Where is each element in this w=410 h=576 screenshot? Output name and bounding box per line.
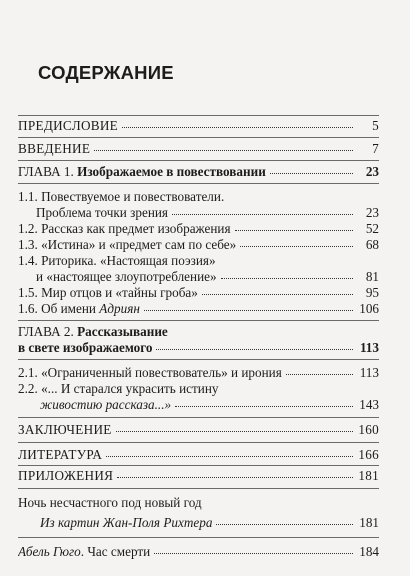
page-number: 95 [365,285,379,300]
divider [18,183,379,184]
divider [18,160,379,161]
leader-dots [221,277,353,279]
leader-dots [116,430,353,432]
toc-entry-label: Ночь несчастного под новый год [18,495,202,510]
leader-dots [117,476,353,478]
toc-entry-appendix-1[interactable] [18,495,379,531]
leader-dots [240,245,353,247]
divider [18,442,379,443]
toc-entry-appendix-2[interactable] [18,544,379,560]
leader-dots [270,172,353,174]
divider [18,359,379,360]
toc-entry-conclusion[interactable] [18,422,379,438]
page-number: 52 [365,221,379,236]
toc-entry-label: 2.1. «Ограниченный повествователь» и ирония [18,365,282,380]
toc-entry-1-3[interactable] [18,237,379,253]
toc-entry-label: 1.4. Риторика. «Настоящая поэзия» [18,253,216,268]
toc-entry-1-2[interactable] [18,221,379,237]
toc-heading: СОДЕРЖАНИЕ [38,62,174,83]
leader-dots [156,348,353,350]
toc-entry-label: Проблема точки зрения [36,205,169,220]
toc-entry-label: и «настоящее злоупотребление» [36,269,217,284]
chapter-title: Рассказывание [77,324,168,339]
toc-entry-chapter-2[interactable] [18,324,379,356]
toc-entry-label-italic: Адриян [99,301,140,316]
toc-entry-2-2[interactable] [18,381,379,413]
leader-dots [202,293,353,295]
page-number: 106 [359,301,379,316]
leader-dots [144,309,353,311]
leader-dots [154,552,353,554]
toc-entry-label: ПРИЛОЖЕНИЯ [18,468,114,483]
toc-entry-label: 2.2. «... И старался украсить истину [18,381,219,396]
page-number: 166 [358,447,379,462]
divider [18,115,379,116]
toc-entry-label: . Час смерти [80,544,151,559]
page-number: 7 [372,141,379,156]
page-number: 184 [359,544,379,559]
chapter-prefix: ГЛАВА 1. [18,164,74,179]
toc-entry-label: 1.1. Повествуемое и повествователи. [18,189,225,204]
leader-dots [216,523,353,525]
toc-entry-1-1[interactable] [18,189,379,221]
toc-entry-appendix[interactable] [18,468,379,484]
page-number: 160 [358,422,379,437]
leader-dots [94,149,353,151]
leader-dots [235,229,353,231]
toc-entry-label: 1.3. «Истина» и «предмет сам по себе» [18,237,237,252]
toc-entry-label: живостию рассказа...» [40,397,172,412]
divider [18,488,379,489]
toc-entry-label-italic: Абель Гюго [18,544,81,559]
chapter-title: Изображаемое в повествовании [77,164,266,179]
page-number: 143 [359,397,379,412]
page-number: 113 [359,365,379,380]
divider [18,465,379,466]
toc-entry-1-4[interactable] [18,253,379,285]
chapter-prefix: ГЛАВА 2. [18,324,74,339]
divider [18,320,379,321]
page-number: 23 [365,205,379,220]
leader-dots [106,455,353,457]
toc-entry-label: ЗАКЛЮЧЕНИЕ [18,422,112,437]
leader-dots [172,213,353,215]
page-number: 23 [365,164,379,179]
toc-entry-1-6[interactable] [18,301,379,317]
toc-entry-literature[interactable] [18,447,379,463]
page-number: 81 [365,269,379,284]
toc-list [18,115,379,560]
toc-entry-label: 1.6. Об имени [18,301,100,316]
toc-entry-preface[interactable] [18,118,379,134]
page-number: 181 [358,468,379,483]
page-number: 113 [359,340,379,355]
toc-entry-chapter-1[interactable] [18,164,379,180]
toc-entry-2-1[interactable] [18,365,379,381]
leader-dots [286,373,353,375]
divider [18,537,379,538]
toc-entry-label: 1.5. Мир отцов и «тайны гроба» [18,285,198,300]
toc-entry-label: ЛИТЕРАТУРА [18,447,103,462]
toc-entry-1-5[interactable] [18,285,379,301]
chapter-title: в свете изображаемого [18,340,153,355]
divider [18,137,379,138]
leader-dots [175,405,353,407]
divider [18,417,379,418]
toc-entry-label: 1.2. Рассказ как предмет изображения [18,221,231,236]
page-number: 68 [365,237,379,252]
toc-entry-intro[interactable] [18,141,379,157]
page-number: 5 [372,118,379,133]
toc-entry-label: ПРЕДИСЛОВИЕ [18,118,119,133]
toc-entry-label: ВВЕДЕНИЕ [18,141,91,156]
toc-entry-label: Из картин Жан-Поля Рихтера [40,515,213,530]
leader-dots [122,126,353,128]
page-number: 181 [359,515,379,530]
